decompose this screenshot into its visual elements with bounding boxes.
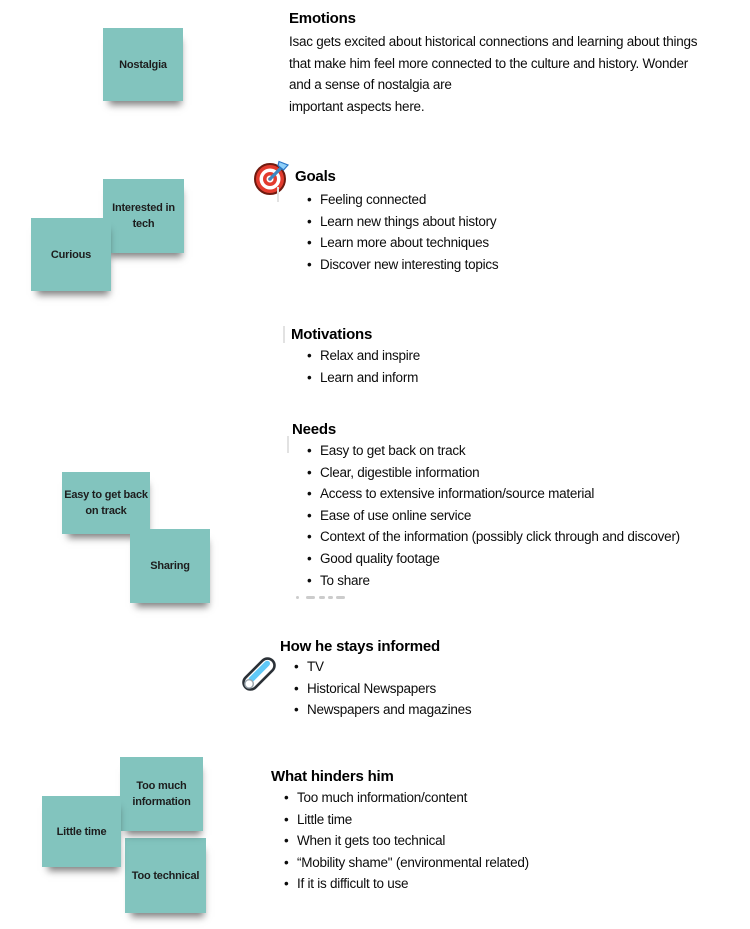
sticky-note-interested-in-tech[interactable] (103, 179, 184, 253)
list-item: • Learn and inform (307, 367, 420, 389)
sticky-note-text: Nostalgia (119, 58, 167, 71)
needs-list (307, 440, 680, 591)
rolled-newspaper-icon (237, 651, 281, 697)
list-item: • Easy to get back on track (307, 440, 680, 462)
paragraph-line: Isac gets excited about historical connections and learning about things (289, 34, 698, 49)
sticky-note-too-much-information[interactable] (120, 757, 203, 831)
sticky-note-little-time[interactable] (42, 796, 121, 867)
motivations-title: Motivations (291, 326, 373, 343)
informed-list (294, 656, 471, 721)
goals-title: Goals (295, 168, 336, 185)
sticky-note-text: information (132, 796, 191, 808)
list-item: • Little time (284, 809, 529, 831)
list-item: • Ease of use online service (307, 505, 680, 527)
list-item: • Learn new things about history (307, 211, 498, 233)
hinders-title: What hinders him (271, 768, 394, 785)
list-item: • Learn more about techniques (307, 232, 498, 254)
needs-title: Needs (292, 421, 337, 438)
list-item: • Discover new interesting topics (307, 254, 498, 276)
list-item: • Newspapers and magazines (294, 699, 471, 721)
sticky-note-text: Curious (50, 248, 92, 261)
list-item: • Clear, digestible information (307, 462, 680, 484)
list-item: • Feeling connected (307, 189, 498, 211)
list-item: • TV (294, 656, 471, 678)
list-item: • Too much information/content (284, 787, 529, 809)
informed-title: How he stays informed (280, 638, 441, 655)
list-item: • When it gets too technical (284, 830, 529, 852)
text-frame-edge (283, 326, 285, 343)
text-frame-edge (287, 436, 289, 453)
list-item: • Good quality footage (307, 548, 680, 570)
sticky-note-text: on track (85, 505, 127, 517)
sticky-note-text: Too technical (131, 869, 200, 882)
paragraph-line: that make him feel more connected to the culture and history. Wonder (289, 55, 688, 71)
sticky-note-nostalgia[interactable] (103, 28, 183, 101)
sticky-note-text: Interested in (112, 202, 175, 214)
paragraph-line: and a sense of nostalgia are (289, 77, 452, 92)
paragraph-line: important aspects here. (289, 98, 425, 114)
sticky-note-text: Little time (56, 825, 107, 838)
sticky-note-curious[interactable] (31, 218, 111, 291)
text-frame-edge (277, 187, 279, 202)
list-item: • Context of the information (possibly click through and discover) (307, 526, 680, 548)
sticky-note-text: Too much (136, 780, 187, 792)
sticky-note-sharing[interactable] (130, 529, 210, 603)
list-item: • Relax and inspire (307, 345, 420, 367)
list-item: • Access to extensive information/source material (307, 483, 680, 505)
sticky-note-easy-to-get-back[interactable] (62, 472, 150, 534)
goals-list (307, 189, 498, 275)
list-item: • Historical Newspapers (294, 678, 471, 700)
sticky-note-text: tech (132, 218, 155, 230)
sticky-note-too-technical[interactable] (125, 838, 206, 913)
list-item: • If it is difficult to use (284, 873, 529, 895)
hinders-list (284, 787, 529, 895)
emotions-paragraph (289, 31, 697, 117)
motivations-list (307, 345, 420, 388)
list-item: • “Mobility shame" (environmental related) (284, 852, 529, 874)
sticky-note-text: Easy to get back (64, 489, 148, 501)
sticky-note-text: Sharing (150, 560, 190, 572)
target-dart-icon (252, 158, 292, 198)
list-item: • To share (307, 570, 680, 592)
emotions-title: Emotions (289, 10, 356, 27)
